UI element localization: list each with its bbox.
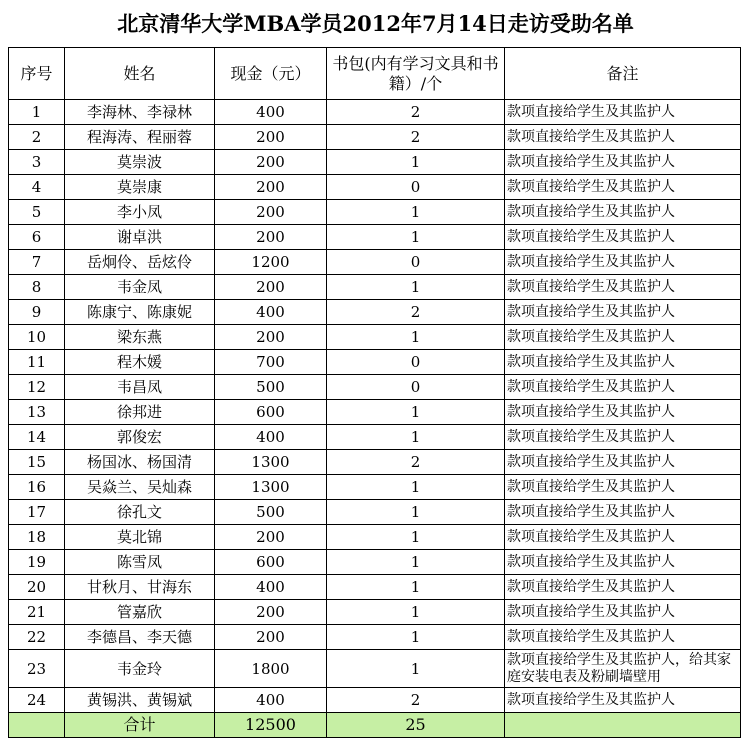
- cell-seq: 11: [9, 350, 65, 375]
- table-row: [9, 525, 741, 550]
- table-row: [9, 575, 741, 600]
- cell-seq: 12: [9, 375, 65, 400]
- cell-name: 莫北锦: [65, 525, 215, 550]
- cell-note: 款项直接给学生及其监护人: [505, 375, 741, 400]
- table-row: [9, 125, 741, 150]
- cell-books: 1: [327, 500, 505, 525]
- cell-seq: 23: [9, 650, 65, 688]
- cell-books: 0: [327, 350, 505, 375]
- total-label: 合计: [65, 713, 215, 738]
- cell-cash: 1300: [215, 450, 327, 475]
- cell-cash: 200: [215, 175, 327, 200]
- cell-cash: 200: [215, 275, 327, 300]
- cell-name: 韦金凤: [65, 275, 215, 300]
- table-row: [9, 425, 741, 450]
- cell-cash: 600: [215, 550, 327, 575]
- cell-name: 陈雪凤: [65, 550, 215, 575]
- cell-books: 2: [327, 688, 505, 713]
- cell-books: 1: [327, 325, 505, 350]
- cell-name: 韦昌凤: [65, 375, 215, 400]
- cell-books: 1: [327, 550, 505, 575]
- cell-cash: 200: [215, 325, 327, 350]
- header-cash: 现金（元）: [215, 48, 327, 100]
- cell-cash: 1200: [215, 250, 327, 275]
- cell-cash: 1300: [215, 475, 327, 500]
- cell-name: 程海涛、程丽蓉: [65, 125, 215, 150]
- cell-seq: 10: [9, 325, 65, 350]
- cell-cash: 600: [215, 400, 327, 425]
- cell-books: 0: [327, 375, 505, 400]
- cell-books: 2: [327, 100, 505, 125]
- cell-name: 徐邦进: [65, 400, 215, 425]
- cell-cash: 1800: [215, 650, 327, 688]
- cell-seq: 22: [9, 625, 65, 650]
- cell-books: 1: [327, 650, 505, 688]
- cell-note: 款项直接给学生及其监护人: [505, 300, 741, 325]
- cell-books: 1: [327, 600, 505, 625]
- cell-name: 梁东燕: [65, 325, 215, 350]
- cell-name: 李海林、李禄林: [65, 100, 215, 125]
- cell-note: 款项直接给学生及其监护人: [505, 100, 741, 125]
- table-row: [9, 475, 741, 500]
- cell-name: 岳炯伶、岳炫伶: [65, 250, 215, 275]
- table-row: [9, 300, 741, 325]
- cell-seq: 8: [9, 275, 65, 300]
- cell-note: 款项直接给学生及其监护人: [505, 625, 741, 650]
- cell-books: 1: [327, 625, 505, 650]
- cell-note: 款项直接给学生及其监护人: [505, 250, 741, 275]
- cell-name: 甘秋月、甘海东: [65, 575, 215, 600]
- cell-seq: 1: [9, 100, 65, 125]
- cell-seq: 2: [9, 125, 65, 150]
- header-books: 书包(内有学习文具和书籍）/个: [327, 48, 505, 100]
- cell-cash: 400: [215, 425, 327, 450]
- cell-seq: 9: [9, 300, 65, 325]
- table-row: [9, 325, 741, 350]
- table-body: [9, 100, 741, 713]
- cell-name: 杨国冰、杨国清: [65, 450, 215, 475]
- cell-cash: 400: [215, 100, 327, 125]
- cell-cash: 200: [215, 200, 327, 225]
- cell-note: 款项直接给学生及其监护人: [505, 125, 741, 150]
- cell-seq: 7: [9, 250, 65, 275]
- total-cash: 12500: [215, 713, 327, 738]
- header-row: [9, 48, 741, 100]
- table-row: [9, 200, 741, 225]
- cell-books: 2: [327, 300, 505, 325]
- table-row: [9, 400, 741, 425]
- cell-note: 款项直接给学生及其监护人: [505, 550, 741, 575]
- cell-seq: 13: [9, 400, 65, 425]
- table-row: [9, 500, 741, 525]
- cell-books: 1: [327, 400, 505, 425]
- table-row: [9, 250, 741, 275]
- cell-seq: 15: [9, 450, 65, 475]
- table-row: [9, 175, 741, 200]
- cell-name: 李德昌、李天德: [65, 625, 215, 650]
- cell-note: 款项直接给学生及其监护人: [505, 600, 741, 625]
- cell-note: 款项直接给学生及其监护人: [505, 275, 741, 300]
- total-books: 25: [327, 713, 505, 738]
- cell-cash: 200: [215, 150, 327, 175]
- cell-name: 谢卓洪: [65, 225, 215, 250]
- header-name: 姓名: [65, 48, 215, 100]
- cell-books: 2: [327, 125, 505, 150]
- table-row: [9, 688, 741, 713]
- cell-note: 款项直接给学生及其监护人: [505, 688, 741, 713]
- table-row: [9, 550, 741, 575]
- table-row: [9, 650, 741, 688]
- cell-seq: 14: [9, 425, 65, 450]
- table-row: [9, 600, 741, 625]
- cell-name: 莫崇康: [65, 175, 215, 200]
- cell-name: 徐孔文: [65, 500, 215, 525]
- cell-name: 陈康宁、陈康妮: [65, 300, 215, 325]
- cell-name: 李小凤: [65, 200, 215, 225]
- cell-seq: 24: [9, 688, 65, 713]
- cell-note: 款项直接给学生及其监护人: [505, 325, 741, 350]
- cell-note: 款项直接给学生及其监护人: [505, 175, 741, 200]
- cell-name: 程木媛: [65, 350, 215, 375]
- cell-books: 1: [327, 525, 505, 550]
- cell-name: 黄锡洪、黄锡斌: [65, 688, 215, 713]
- cell-cash: 400: [215, 688, 327, 713]
- cell-cash: 200: [215, 125, 327, 150]
- table-row: [9, 625, 741, 650]
- cell-cash: 200: [215, 625, 327, 650]
- cell-cash: 500: [215, 500, 327, 525]
- table-row: [9, 150, 741, 175]
- cell-cash: 400: [215, 300, 327, 325]
- page-title: 北京清华大学MBA学员2012年7月14日走访受助名单: [117, 11, 634, 36]
- cell-seq: 17: [9, 500, 65, 525]
- cell-note: 款项直接给学生及其监护人: [505, 450, 741, 475]
- cell-note: 款项直接给学生及其监护人，给其家庭安装电表及粉刷墙壁用: [505, 650, 741, 688]
- cell-note: 款项直接给学生及其监护人: [505, 200, 741, 225]
- cell-name: 管嘉欣: [65, 600, 215, 625]
- cell-books: 2: [327, 450, 505, 475]
- cell-cash: 200: [215, 525, 327, 550]
- total-row: [9, 713, 741, 738]
- cell-note: 款项直接给学生及其监护人: [505, 400, 741, 425]
- cell-seq: 18: [9, 525, 65, 550]
- table-row: [9, 100, 741, 125]
- cell-note: 款项直接给学生及其监护人: [505, 150, 741, 175]
- donation-table: [8, 47, 741, 738]
- cell-seq: 20: [9, 575, 65, 600]
- cell-books: 1: [327, 425, 505, 450]
- cell-seq: 6: [9, 225, 65, 250]
- table-row: [9, 450, 741, 475]
- cell-seq: 21: [9, 600, 65, 625]
- cell-note: 款项直接给学生及其监护人: [505, 525, 741, 550]
- cell-seq: 16: [9, 475, 65, 500]
- cell-name: 韦金玲: [65, 650, 215, 688]
- cell-books: 1: [327, 200, 505, 225]
- header-seq: 序号: [9, 48, 65, 100]
- cell-books: 1: [327, 150, 505, 175]
- header-note: 备注: [505, 48, 741, 100]
- cell-name: 莫崇波: [65, 150, 215, 175]
- cell-note: 款项直接给学生及其监护人: [505, 575, 741, 600]
- cell-note: 款项直接给学生及其监护人: [505, 425, 741, 450]
- cell-cash: 700: [215, 350, 327, 375]
- table-row: [9, 225, 741, 250]
- cell-books: 0: [327, 250, 505, 275]
- cell-note: 款项直接给学生及其监护人: [505, 225, 741, 250]
- total-note-cell: [505, 713, 741, 738]
- cell-cash: 500: [215, 375, 327, 400]
- cell-cash: 200: [215, 225, 327, 250]
- table-row: [9, 275, 741, 300]
- cell-name: 吴焱兰、吴灿森: [65, 475, 215, 500]
- cell-name: 郭俊宏: [65, 425, 215, 450]
- cell-cash: 200: [215, 600, 327, 625]
- table-row: [9, 375, 741, 400]
- total-seq-cell: [9, 713, 65, 738]
- cell-note: 款项直接给学生及其监护人: [505, 500, 741, 525]
- cell-seq: 5: [9, 200, 65, 225]
- cell-books: 1: [327, 225, 505, 250]
- cell-cash: 400: [215, 575, 327, 600]
- cell-seq: 4: [9, 175, 65, 200]
- cell-note: 款项直接给学生及其监护人: [505, 475, 741, 500]
- cell-books: 1: [327, 275, 505, 300]
- cell-books: 1: [327, 575, 505, 600]
- cell-seq: 19: [9, 550, 65, 575]
- cell-seq: 3: [9, 150, 65, 175]
- cell-books: 1: [327, 475, 505, 500]
- cell-books: 0: [327, 175, 505, 200]
- table-row: [9, 350, 741, 375]
- cell-note: 款项直接给学生及其监护人: [505, 350, 741, 375]
